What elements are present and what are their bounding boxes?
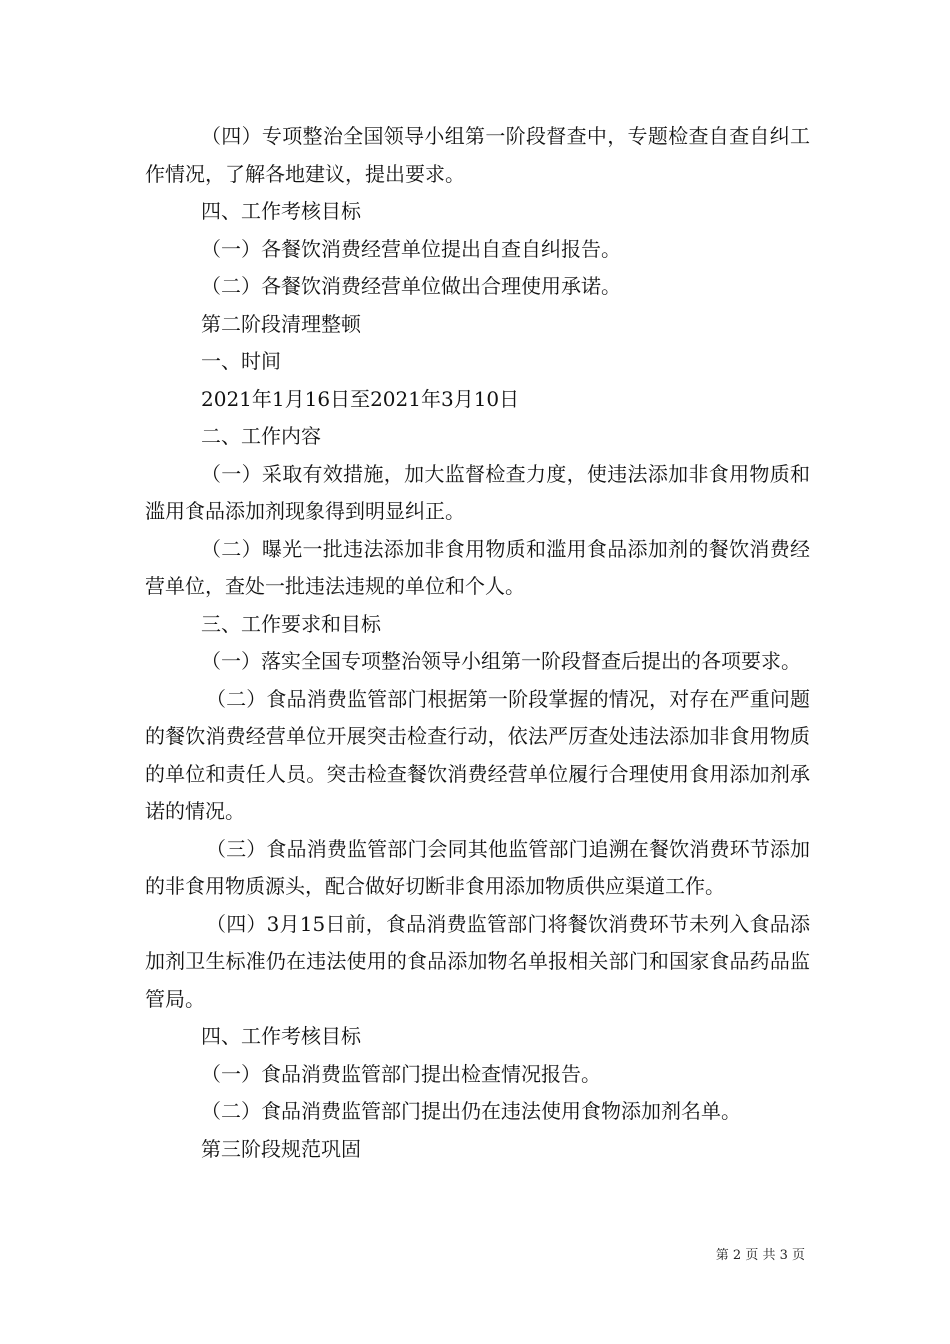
paragraph-assessment-second: （二）食品消费监管部门提出仍在违法使用食物添加剂名单。 [201, 1099, 741, 1123]
heading-work-content: 二、工作内容 [201, 424, 321, 448]
paragraph-goal-second: （二）各餐饮消费经营单位做出合理使用承诺。 [201, 274, 621, 298]
paragraph-requirement-third: （三）食品消费监管部门会同其他监管部门追溯在餐饮消费环节添加的非食用物质源头，配合做好切断非食用添加物质供应渠道工作。 [145, 836, 810, 898]
paragraph-goal-first: （一）各餐饮消费经营单位提出自查自纠报告。 [201, 236, 621, 261]
paragraph-content-first: （一）采取有效措施，加大监督检查力度，使违法添加非食用物质和滥用食品添加剂现象得到明显纠正。 [145, 461, 810, 523]
document-body [145, 118, 810, 1168]
heading-assessment-goals-two: 四、工作考核目标 [201, 1024, 361, 1048]
heading-assessment-goals: 四、工作考核目标 [201, 199, 361, 223]
paragraph-inspection-fourth: （四）专项整治全国领导小组第一阶段督查中，专题检查自查自纠工作情况，了解各地建议，提出要求。 [145, 124, 810, 186]
heading-stage-two: 第二阶段清理整顿 [201, 311, 361, 336]
paragraph-requirement-fourth: （四）3月15日前，食品消费监管部门将餐饮消费环节未列入食品添加剂卫生标准仍在违法使用的食品添加物名单报相关部门和国家食品药品监管局。 [145, 911, 810, 1011]
paragraph-requirement-first: （一）落实全国专项整治领导小组第一阶段督查后提出的各项要求。 [201, 649, 801, 673]
heading-stage-three: 第三阶段规范巩固 [201, 1136, 361, 1161]
paragraph-content-second: （二）曝光一批违法添加非食用物质和滥用食品添加剂的餐饮消费经营单位，查处一批违法违规的单位和个人。 [145, 536, 810, 598]
paragraph-assessment-first: （一）食品消费监管部门提出检查情况报告。 [201, 1061, 601, 1086]
page-number: 第 2 页 共 3 页 [715, 1248, 805, 1263]
heading-requirements: 三、工作要求和目标 [201, 611, 381, 636]
heading-time: 一、时间 [201, 349, 281, 373]
paragraph-date-range: 2021年1月16日至2021年3月10日 [201, 386, 520, 411]
paragraph-requirement-second: （二）食品消费监管部门根据第一阶段掌握的情况，对存在严重问题的餐饮消费经营单位开展突击检查行动，依法严厉查处违法添加非食用物质的单位和责任人员。突击检查餐饮消费经营单位履行合理使用食用添加剂承诺的情况。 [145, 686, 810, 823]
